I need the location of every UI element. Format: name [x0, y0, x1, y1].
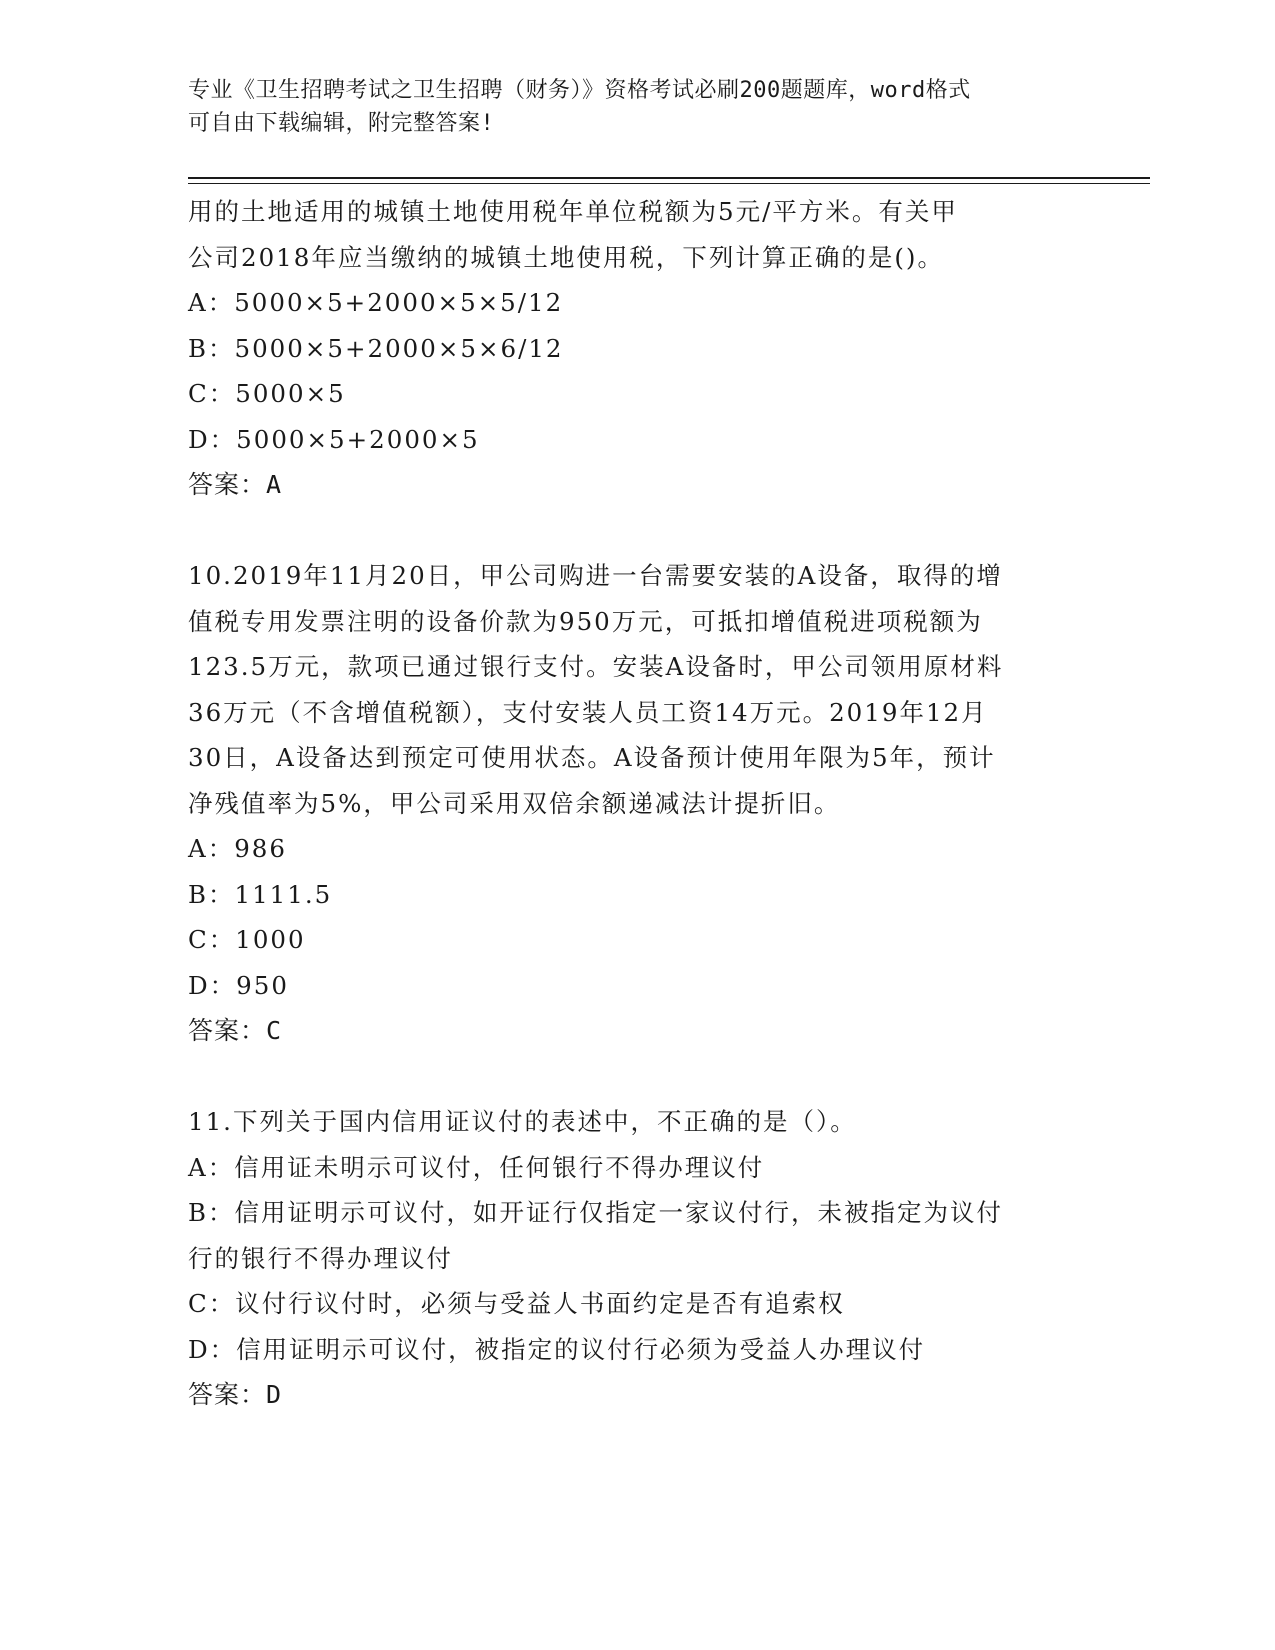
question-stem-line: 用的土地适用的城镇土地使用税年单位税额为5元/平方米。有关甲 — [188, 197, 958, 226]
option-c: C：议付行议付时，必须与受益人书面约定是否有追索权 — [188, 1289, 845, 1318]
question-stem-line: 11.下列关于国内信用证议付的表述中，不正确的是（）。 — [188, 1107, 857, 1136]
question-spacer — [188, 508, 1088, 554]
option-a: A：986 — [188, 834, 287, 863]
option-a: A：信用证未明示可议付，任何银行不得办理议付 — [188, 1152, 765, 1182]
question-stem-line: 123.5万元，款项已通过银行支付。安装A设备时，甲公司领用原材料 — [188, 652, 1004, 681]
option-c: C：5000×5 — [188, 379, 346, 408]
option-b: B：信用证明示可议付，如开证行仅指定一家议付行，未被指定为议付 — [188, 1198, 1004, 1227]
question-stem-line: 公司2018年应当缴纳的城镇土地使用税，下列计算正确的是()。 — [188, 242, 944, 272]
option-d: D：5000×5+2000×5 — [188, 424, 480, 454]
option-d: D：950 — [188, 970, 289, 1000]
answer-line: 答案：A — [188, 470, 283, 499]
option-b: B：1111.5 — [188, 879, 333, 909]
header-title-line-1: 专业《卫生招聘考试之卫生招聘（财务）》资格考试必刷200题题库，word格式 — [188, 78, 971, 103]
question-9 — [188, 189, 1088, 508]
question-stem-line: 36万元（不含增值税额），支付安装人员工资14万元。2019年12月 — [188, 697, 988, 727]
option-d: D：信用证明示可议付，被指定的议付行必须为受益人办理议付 — [188, 1334, 926, 1364]
questions-body — [188, 189, 1088, 1418]
question-stem-line: 净残值率为5%，甲公司采用双倍余额递减法计提折旧。 — [188, 788, 841, 818]
header-divider-thin — [188, 183, 1150, 184]
question-spacer — [188, 1054, 1088, 1100]
option-a: A：5000×5+2000×5×5/12 — [188, 288, 564, 317]
page-header — [188, 74, 1088, 140]
option-b-continued: 行的银行不得办理议付 — [188, 1243, 453, 1273]
question-11 — [188, 1099, 1088, 1418]
option-c: C：1000 — [188, 925, 306, 954]
option-b: B：5000×5+2000×5×6/12 — [188, 333, 564, 363]
question-10 — [188, 553, 1088, 1054]
question-stem-line: 30日，A设备达到预定可使用状态。A设备预计使用年限为5年，预计 — [188, 743, 996, 772]
question-stem-line: 值税专用发票注明的设备价款为950万元，可抵扣增值税进项税额为 — [188, 606, 983, 636]
question-stem-line: 10.2019年11月20日，甲公司购进一台需要安装的A设备，取得的增 — [188, 561, 1003, 590]
header-title-line-2: 可自由下载编辑，附完整答案! — [188, 111, 495, 136]
header-divider-thick — [188, 177, 1150, 179]
answer-line: 答案：D — [188, 1380, 283, 1409]
answer-line: 答案：C — [188, 1016, 283, 1045]
